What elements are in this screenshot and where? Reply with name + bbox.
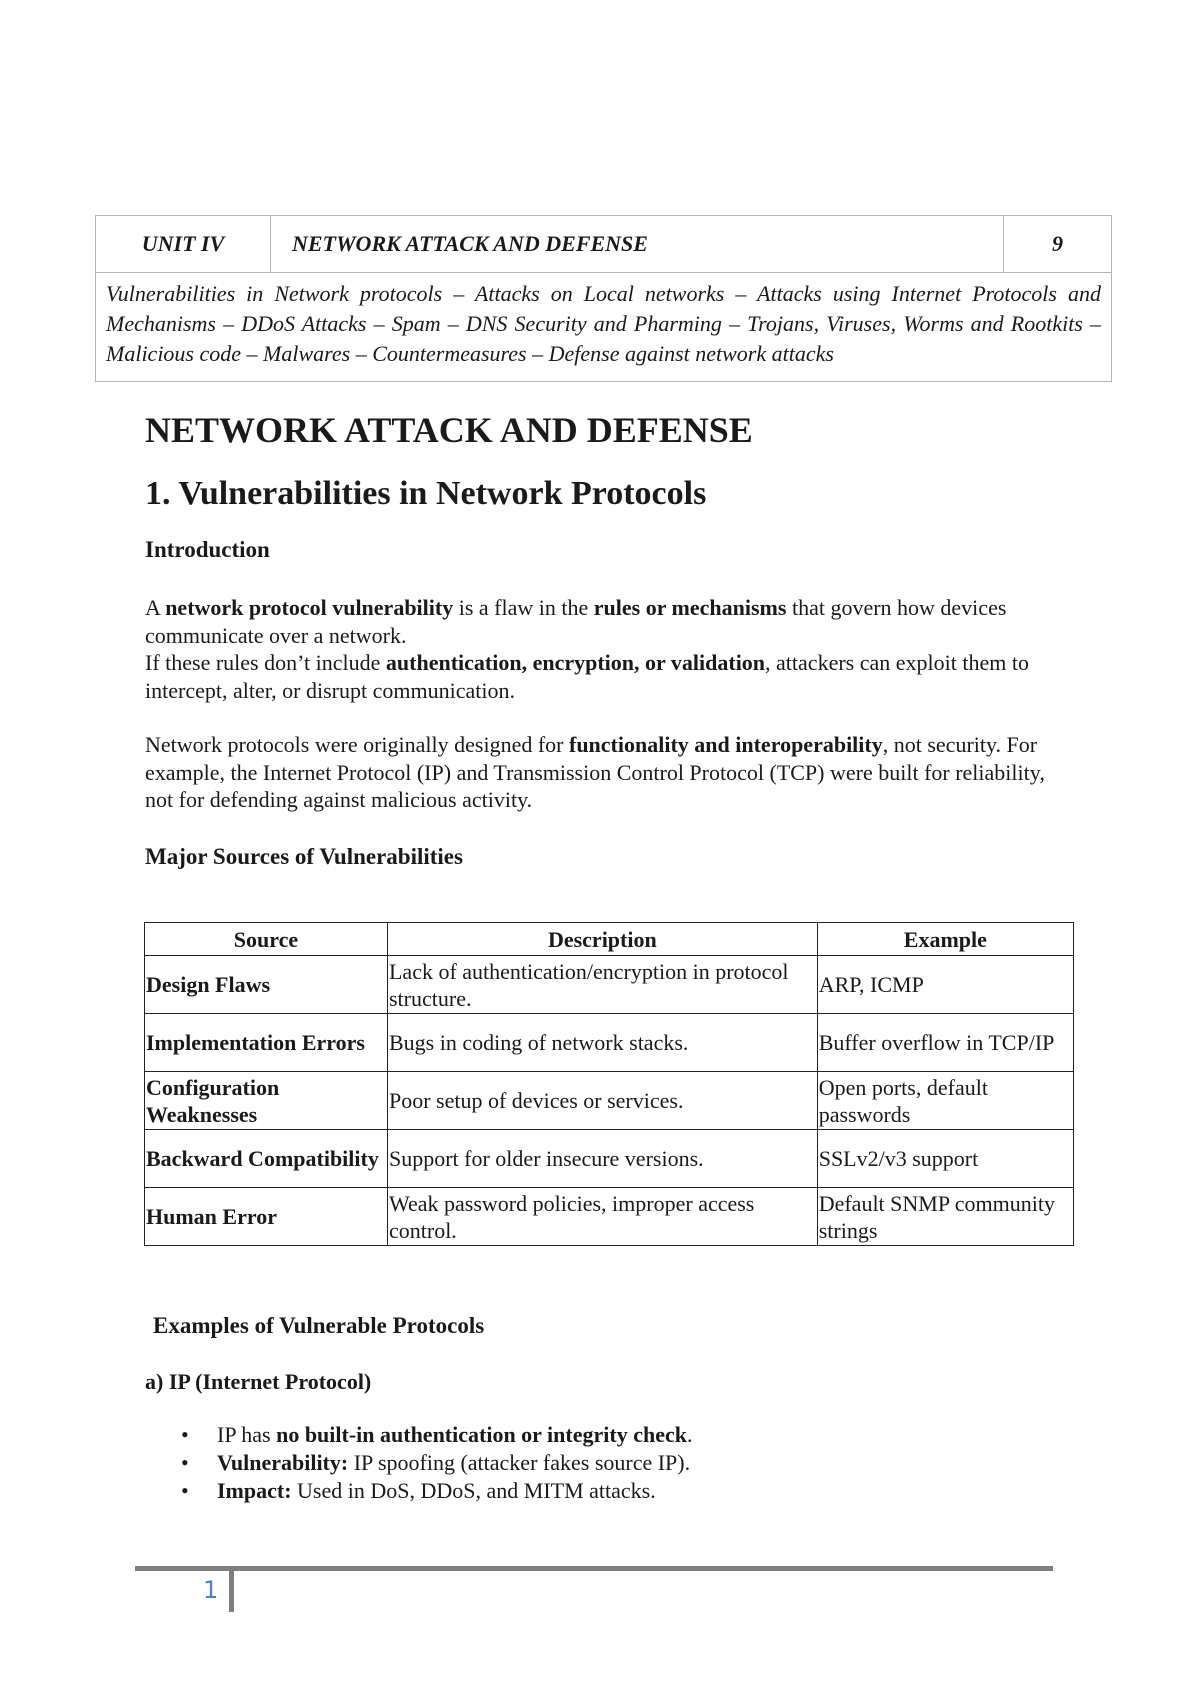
unit-title: NETWORK ATTACK AND DEFENSE [271, 216, 1004, 272]
ip-subheading: a) IP (Internet Protocol) [145, 1369, 372, 1394]
description-cell: Poor setup of devices or services. [387, 1072, 817, 1130]
table-header-row [145, 923, 1074, 956]
unit-hours: 9 [1052, 231, 1063, 256]
example-cell: Buffer overflow in TCP/IP [817, 1014, 1073, 1072]
text: , attackers can exploit them to intercept, alter, or disrupt communication. [145, 650, 1029, 703]
example-cell: SSLv2/v3 support [817, 1130, 1073, 1188]
text: , not security. For example, the Internet Protocol (IP) and Transmission Control Protocol (TCP) were built for reliability, not for defending against malicious activity. [145, 732, 1045, 812]
unit-box [95, 215, 1112, 382]
description-cell: Lack of authentication/encryption in protocol structure. [387, 956, 817, 1014]
description-cell: Weak password policies, improper access control. [387, 1188, 817, 1246]
bold-text: Impact: [217, 1478, 292, 1503]
text: A [145, 595, 166, 620]
unit-header-row [96, 216, 1111, 273]
text: . [686, 1422, 693, 1447]
introduction-paragraph-2 [145, 731, 1075, 814]
sources-heading: Major Sources of Vulnerabilities [145, 843, 463, 869]
footer-divider [229, 1566, 234, 1612]
footer-rule [135, 1566, 1053, 1571]
bold-text: authentication, encryption, or validation [385, 650, 766, 675]
list-item [217, 1421, 1075, 1449]
source-cell: Design Flaws [145, 956, 388, 1014]
examples-heading: Examples of Vulnerable Protocols [153, 1313, 485, 1338]
bold-text: network protocol vulnerability [165, 595, 454, 620]
example-cell: ARP, ICMP [817, 956, 1073, 1014]
page-title: NETWORK ATTACK AND DEFENSE [145, 410, 753, 450]
example-cell: Open ports, default passwords [817, 1072, 1073, 1130]
table-row [145, 1130, 1074, 1188]
introduction-paragraph-1 [145, 594, 1075, 704]
table-row [145, 1188, 1074, 1246]
column-header: Example [817, 923, 1073, 956]
sources-table [144, 922, 1074, 1246]
text: Network protocols were originally designed for [145, 732, 569, 757]
text: IP has [217, 1422, 277, 1447]
bold-text: rules or mechanisms [593, 595, 787, 620]
text: that govern how devices communicate over a network. [145, 595, 1007, 648]
text: is a flaw in the [453, 595, 594, 620]
list-item [217, 1477, 1075, 1505]
description-cell: Support for older insecure versions. [387, 1130, 817, 1188]
column-header: Description [387, 923, 817, 956]
bold-text: no built-in authentication or integrity check [276, 1422, 687, 1447]
bold-text: Vulnerability: [217, 1450, 349, 1475]
table-row [145, 1014, 1074, 1072]
ip-bullet-list [145, 1421, 1075, 1505]
table-row [145, 1072, 1074, 1130]
list-item [217, 1449, 1075, 1477]
example-cell: Default SNMP community strings [817, 1188, 1073, 1246]
unit-label: UNIT IV [96, 216, 271, 272]
main-content [145, 400, 1075, 873]
text: If these rules don’t include [145, 650, 386, 675]
source-cell: Human Error [145, 1188, 388, 1246]
unit-syllabus: Vulnerabilities in Network protocols – Attacks on Local networks – Attacks using Internet Protocols and Mechanisms – DDoS Attacks – Spam – DNS Security and Pharming – Trojans, Viruses, Worms and Rootkits – Malicious code – Malwares – Countermeasures – Defense against network attacks [106, 281, 1101, 366]
column-header: Source [145, 923, 388, 956]
bold-text: functionality and interoperability [569, 732, 883, 757]
source-cell: Configuration Weaknesses [145, 1072, 388, 1130]
examples-section [145, 1310, 1075, 1505]
introduction-heading: Introduction [145, 537, 270, 562]
source-cell: Backward Compatibility [145, 1130, 388, 1188]
page-number: 1 [203, 1576, 219, 1604]
section-title: 1. Vulnerabilities in Network Protocols [145, 475, 707, 512]
text: Used in DoS, DDoS, and MITM attacks. [291, 1478, 656, 1503]
description-cell: Bugs in coding of network stacks. [387, 1014, 817, 1072]
source-cell: Implementation Errors [145, 1014, 388, 1072]
table-row [145, 956, 1074, 1014]
text: IP spoofing (attacker fakes source IP). [348, 1450, 691, 1475]
